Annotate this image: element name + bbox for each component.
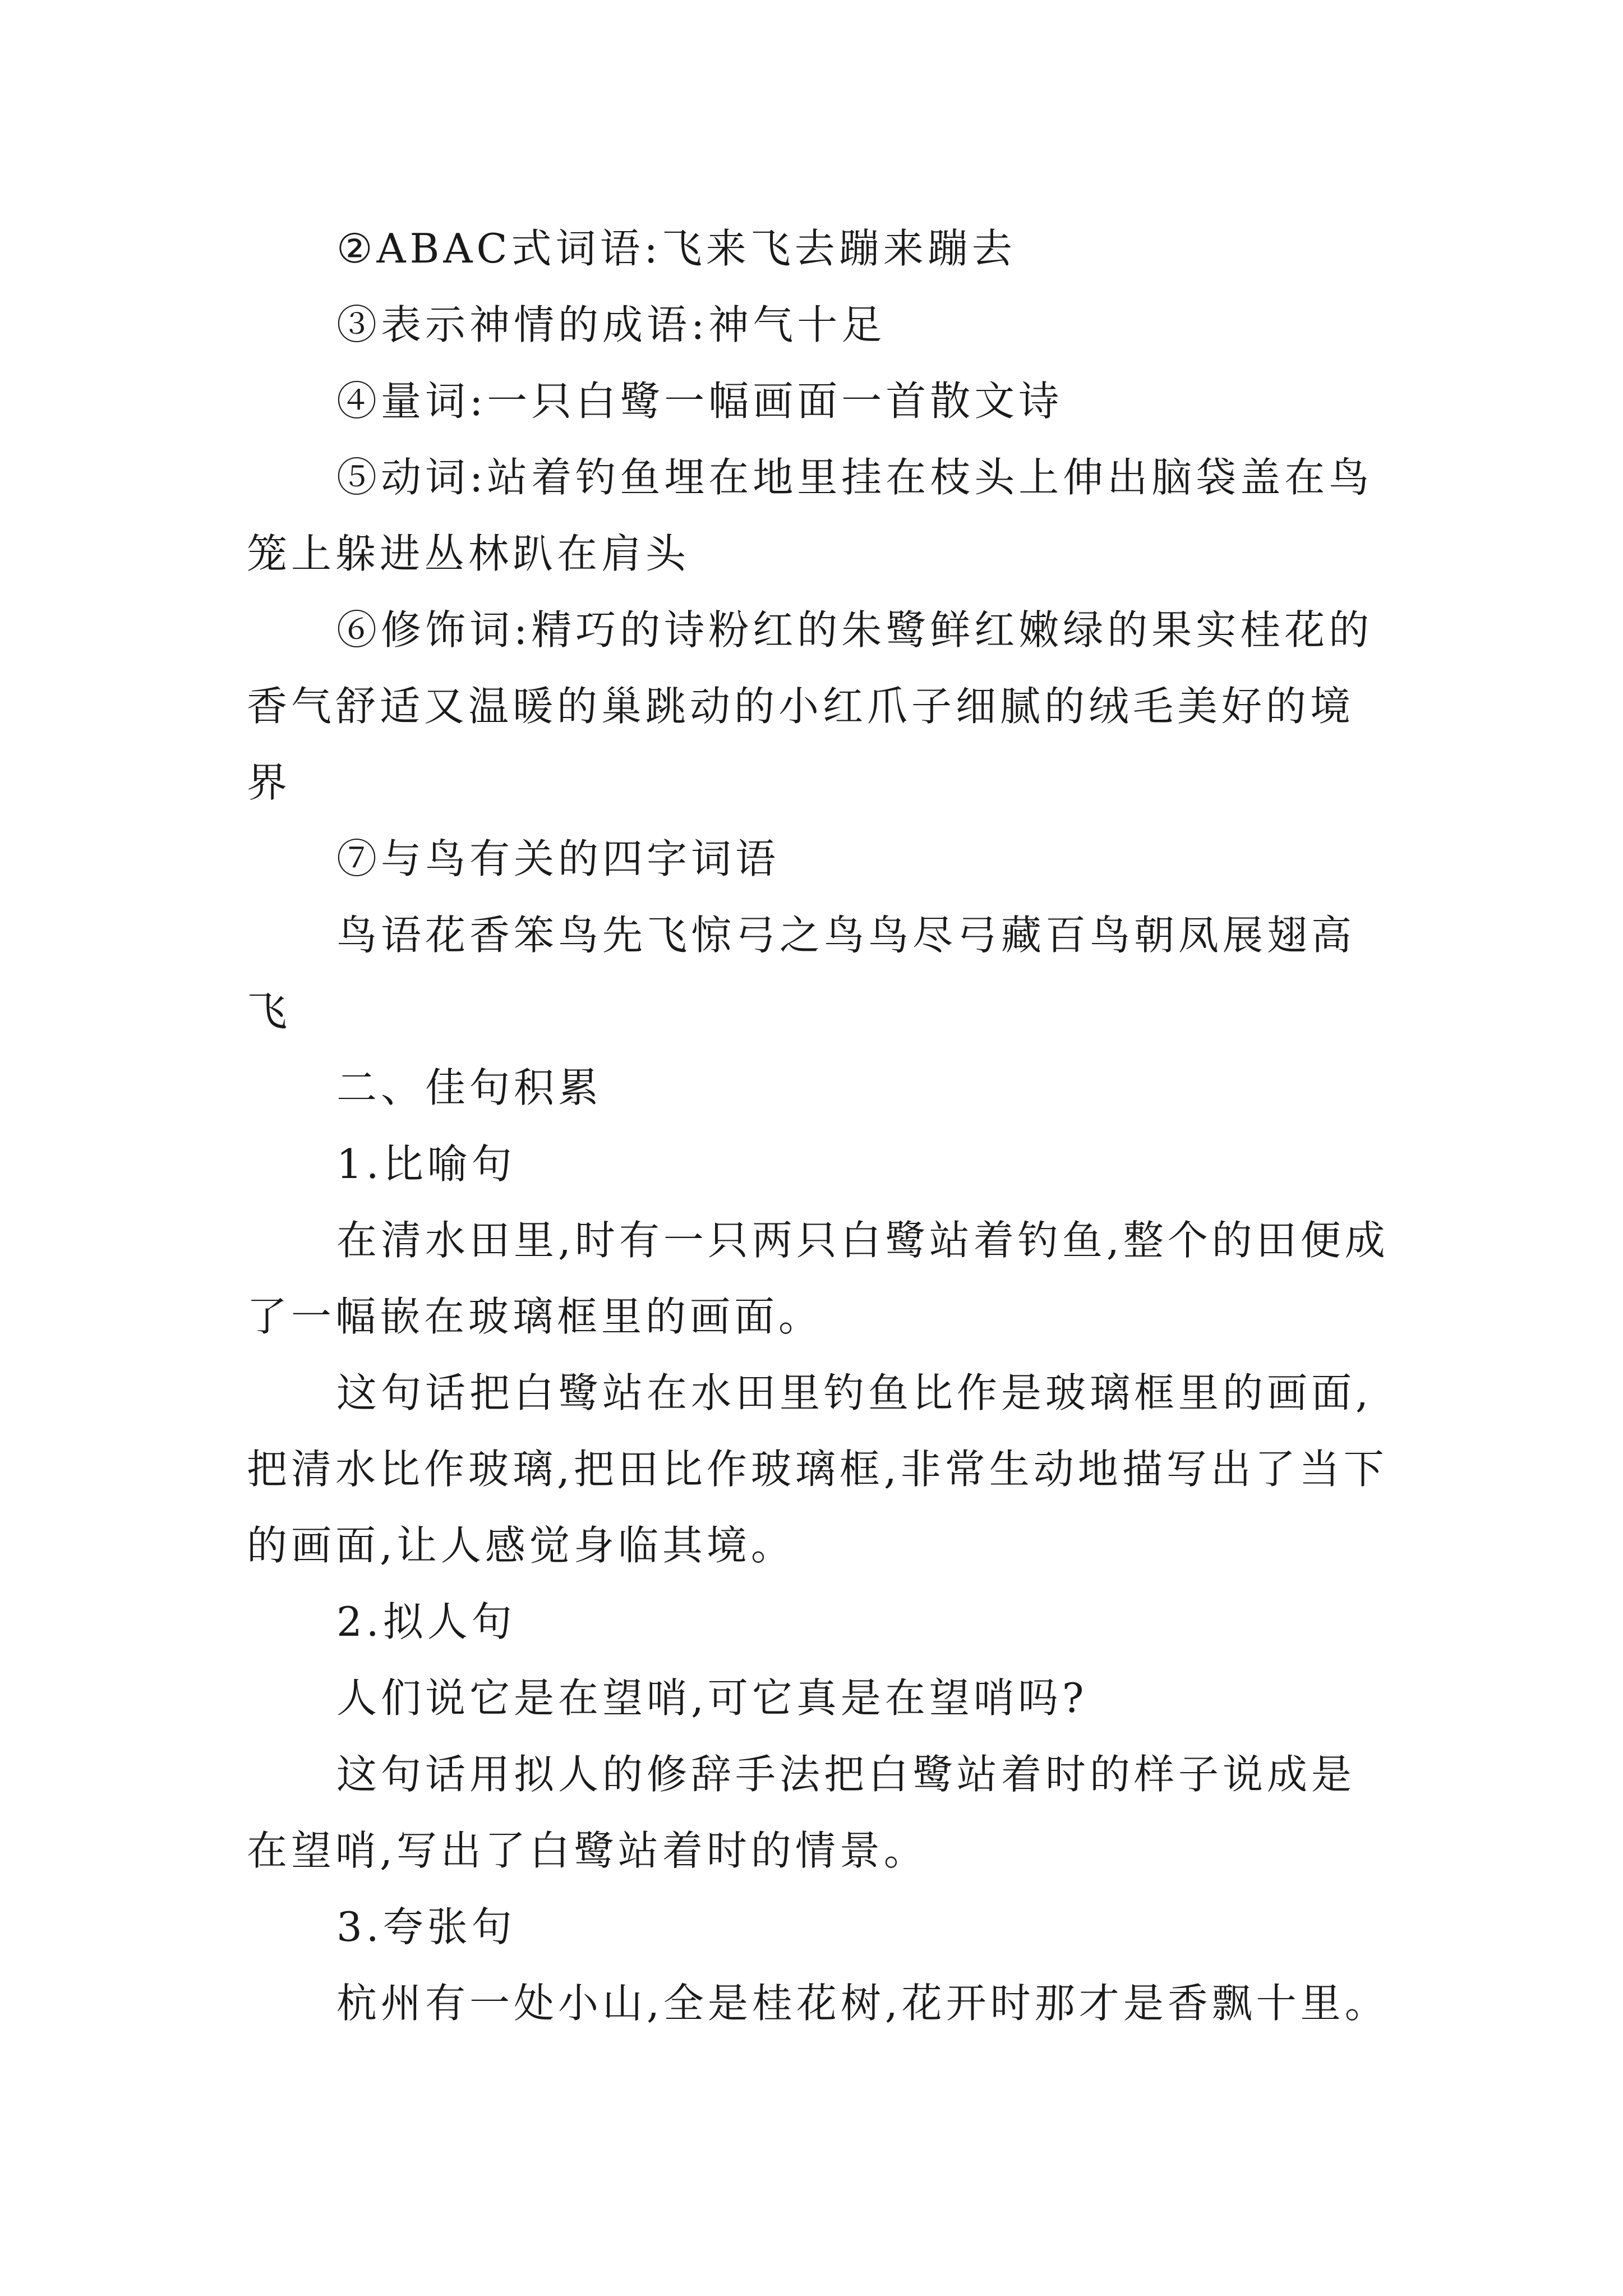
paragraph-metaphor-analysis: 这句话把白鹭站在水田里钓鱼比作是玻璃框里的画面,把清水比作玻璃,把田比作玻璃框,非常生动地描写出了当下的画面,让人感觉身临其境。 xyxy=(247,1369,1388,1569)
paragraph-expression-idiom: ③表示神情的成语:神气十足 xyxy=(336,301,886,348)
paragraph-personification-analysis: 这句话用拟人的修辞手法把白鹭站着时的样子说成是在望哨,写出了白鹭站着时的情景。 xyxy=(247,1751,1356,1874)
subheading-hyperbole: 3.夸张句 xyxy=(336,1903,516,1950)
paragraph-personification-example: 人们说它是在望哨,可它真是在望哨吗? xyxy=(336,1674,1088,1722)
paragraph-bird-idioms-heading: ⑦与鸟有关的四字词语 xyxy=(336,835,780,882)
paragraph-bird-idioms: 鸟语花香笨鸟先飞惊弓之鸟鸟尽弓藏百鸟朝凤展翅高飞 xyxy=(247,912,1356,1035)
subheading-personification: 2.拟人句 xyxy=(336,1598,516,1645)
subheading-metaphor: 1.比喻句 xyxy=(336,1140,516,1188)
paragraph-abac-words: ②ABAC式词语:飞来飞去蹦来蹦去 xyxy=(336,225,1016,272)
paragraph-metaphor-example: 在清水田里,时有一只两只白鹭站着钓鱼,整个的田便成了一幅嵌在玻璃框里的画面。 xyxy=(247,1217,1389,1340)
paragraph-modifiers: ⑥修饰词:精巧的诗粉红的朱鹭鲜红嫩绿的果实桂花的香气舒适又温暖的巢跳动的小红爪子细腻的绒毛美好的境界 xyxy=(247,606,1373,806)
document-body xyxy=(247,210,1396,2041)
paragraph-verbs: ⑤动词:站着钓鱼埋在地里挂在枝头上伸出脑袋盖在鸟笼上躲进丛林趴在肩头 xyxy=(247,454,1373,577)
paragraph-hyperbole-example: 杭州有一处小山,全是桂花树,花开时那才是香飘十里。 xyxy=(336,1980,1389,2027)
section-heading-sentences: 二、佳句积累 xyxy=(336,1064,603,1111)
paragraph-measure-words: ④量词:一只白鹭一幅画面一首散文诗 xyxy=(336,378,1063,425)
